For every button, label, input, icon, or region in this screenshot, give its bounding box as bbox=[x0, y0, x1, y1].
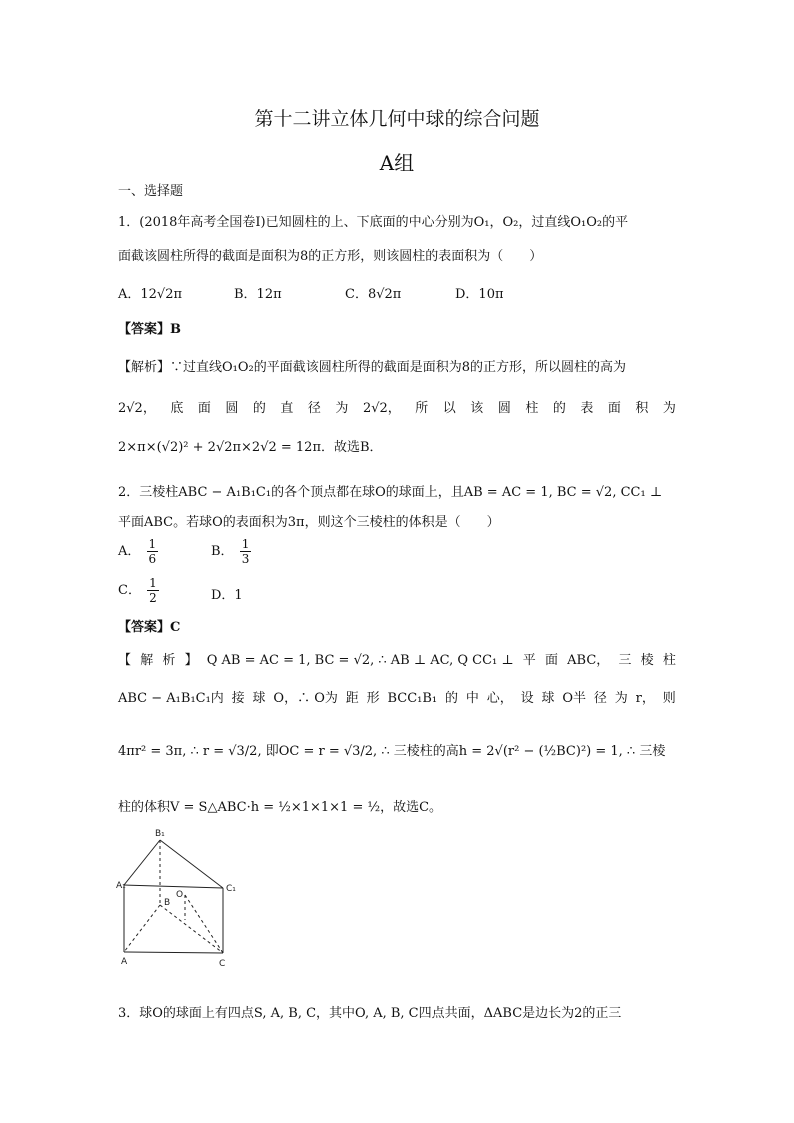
q1-analysis-line1: 【解析】∵过直线O₁O₂的平面截该圆柱所得的截面是面积为8的正方形，所以圆柱的高为 bbox=[118, 360, 627, 375]
edge-b1-a1 bbox=[124, 840, 160, 885]
q2-option-a-label: A． bbox=[118, 544, 141, 559]
hidden-edge-b-a bbox=[124, 905, 160, 952]
q2-stem-line2: 平面ABC。若球O的表面积为3π，则这个三棱柱的体积是（ ） bbox=[118, 515, 500, 530]
q2-ana2-part: 接 bbox=[231, 691, 245, 706]
label-c: C bbox=[219, 959, 226, 969]
label-a: A bbox=[121, 957, 128, 967]
q1-ana2-part: 所 bbox=[415, 401, 429, 416]
q2-option-b-label: B． bbox=[211, 544, 234, 559]
q1-ana2-part: 的 bbox=[252, 401, 266, 416]
q2-ana2-part: r， bbox=[635, 691, 655, 706]
q1-option-d: D．10π bbox=[455, 287, 504, 302]
q1-ana2-part: 底 bbox=[170, 401, 184, 416]
q1-option-c: C．8√2π bbox=[345, 287, 402, 302]
q1-analysis-line3: 2×π×(√2)² + 2√2π×2√2 = 12π．故选B． bbox=[118, 440, 383, 455]
q2-ana1-part: 】 bbox=[184, 653, 198, 668]
q2-ana1-part: 析 bbox=[162, 653, 176, 668]
q2-ana2-part: 设 bbox=[520, 691, 534, 706]
q1-ana2-part: 直 bbox=[280, 401, 294, 416]
q1-stem-line2: 面截该圆柱所得的截面是面积为8的正方形，则该圆柱的表面积为（ ） bbox=[118, 249, 543, 264]
q2-ana2-part: 为 bbox=[614, 691, 628, 706]
q1-ana2-part: 圆 bbox=[497, 401, 511, 416]
q1-ana2-part: 积 bbox=[635, 401, 649, 416]
q2-answer: 【答案】C bbox=[118, 620, 181, 635]
numerator: 1 bbox=[148, 537, 157, 551]
label-b1: B₁ bbox=[155, 829, 165, 839]
q1-ana2-part: 的 bbox=[552, 401, 566, 416]
q2-ana1-part: 面 bbox=[544, 653, 558, 668]
q2-ana1-part: 【 bbox=[118, 653, 132, 668]
q2-ana2-part: 形 bbox=[366, 691, 380, 706]
group-subtitle: A组 bbox=[379, 151, 415, 175]
q1-ana2-part: 为 bbox=[662, 401, 676, 416]
q2-analysis-line1 bbox=[118, 651, 676, 671]
q2-analysis-line2 bbox=[118, 689, 676, 709]
q2-ana1-part: 棱 bbox=[640, 653, 654, 668]
q2-ana2-part: 径 bbox=[593, 691, 607, 706]
q1-ana2-part: 面 bbox=[607, 401, 621, 416]
q2-ana1-part: 三 bbox=[618, 653, 632, 668]
q2-ana2-part: 球 bbox=[541, 691, 555, 706]
q2-ana2-part: O半 bbox=[562, 691, 587, 706]
q1-ana2-part: 表 bbox=[580, 401, 594, 416]
q1-stem-line1: 1．(2018年高考全国卷Ⅰ)已知圆柱的上、下底面的中心分别为O₁，O₂，过直线O₁O₂的平 bbox=[118, 215, 629, 230]
numerator: 1 bbox=[241, 537, 250, 551]
denominator: 6 bbox=[148, 552, 157, 566]
q1-ana2-part: 以 bbox=[442, 401, 456, 416]
q2-ana2-part: 距 bbox=[345, 691, 359, 706]
denominator: 3 bbox=[241, 552, 250, 566]
q1-ana2-part: 圆 bbox=[225, 401, 239, 416]
q2-ana2-part: 心， bbox=[486, 691, 513, 706]
q2-option-a bbox=[118, 537, 160, 566]
q1-ana2-part: 该 bbox=[470, 401, 484, 416]
numerator: 1 bbox=[149, 576, 157, 590]
label-a1: A₁ bbox=[116, 881, 126, 891]
q3-stem-line1: 3．球O的球面上有四点S, A, B, C，其中O, A, B, C四点共面，ΔABC是边长为2的正三 bbox=[118, 1006, 622, 1021]
label-c1: C₁ bbox=[226, 884, 236, 894]
q2-option-a-fraction bbox=[147, 537, 159, 566]
q2-ana2-part: 的 bbox=[445, 691, 459, 706]
q2-ana1-part: 解 bbox=[140, 653, 154, 668]
q2-ana2-part: 球 bbox=[252, 691, 266, 706]
q2-ana2-part: O，∴ O为 bbox=[273, 691, 338, 706]
q1-option-a: A．12√2π bbox=[118, 287, 183, 302]
q2-option-b bbox=[211, 537, 253, 566]
q2-option-c bbox=[118, 576, 161, 605]
label-b: B bbox=[164, 898, 171, 908]
denominator: 2 bbox=[149, 591, 157, 605]
q2-ana1-part: Q AB = AC = 1, BC = √2, ∴ AB ⊥ AC, Q CC₁ ⊥ bbox=[206, 653, 514, 668]
label-o: O bbox=[176, 890, 184, 900]
q1-option-b: B．12π bbox=[234, 287, 282, 302]
q1-answer: 【答案】B bbox=[118, 322, 181, 337]
q2-ana2-part: ABC − A₁B₁C₁内 bbox=[118, 691, 224, 706]
q2-option-b-fraction bbox=[240, 537, 252, 566]
q2-option-d: D．1 bbox=[211, 588, 243, 603]
q2-ana1-part: 平 bbox=[522, 653, 536, 668]
q1-ana2-part: 2√2， bbox=[118, 401, 156, 416]
hidden-edge-b-c bbox=[160, 905, 223, 953]
q2-ana2-part: 中 bbox=[465, 691, 479, 706]
q2-stem-line1: 2．三棱柱ABC − A₁B₁C₁的各个顶点都在球O的球面上，且AB = AC = 1, BC = √2, CC₁ ⊥ bbox=[118, 485, 663, 500]
q1-ana2-part: 径 bbox=[307, 401, 321, 416]
edge-a-c bbox=[124, 952, 223, 953]
edge-b1-c1 bbox=[160, 840, 223, 888]
q2-ana1-part: ABC， bbox=[567, 653, 610, 668]
q2-ana1-part: 柱 bbox=[662, 653, 676, 668]
q2-ana2-part: 则 bbox=[662, 691, 676, 706]
q1-ana2-part: 柱 bbox=[525, 401, 539, 416]
edge-a1-c1 bbox=[124, 885, 223, 888]
q2-analysis-line3: 4πr² = 3π, ∴ r = √3/2, 即OC = r = √3/2, ∴ 三棱柱的高h = 2√(r² − (½BC)²) = 1, ∴ 三棱 bbox=[118, 744, 666, 759]
hidden-edge-o-c bbox=[185, 895, 223, 953]
q1-ana2-part: 2√2， bbox=[362, 401, 401, 416]
q1-ana2-part: 面 bbox=[197, 401, 211, 416]
q1-ana2-part: 为 bbox=[335, 401, 349, 416]
section-heading: 一、选择题 bbox=[118, 184, 184, 199]
q1-analysis-line2 bbox=[118, 399, 676, 419]
q2-ana2-part: BCC₁B₁ bbox=[387, 691, 438, 706]
q2-analysis-line4: 柱的体积V = S△ABC·h = ½×1×1×1 = ½，故选C。 bbox=[118, 800, 443, 815]
q2-option-c-label: C． bbox=[118, 583, 141, 598]
q2-option-c-fraction bbox=[147, 576, 159, 605]
page-title: 第十二讲立体几何中球的综合问题 bbox=[254, 108, 540, 130]
